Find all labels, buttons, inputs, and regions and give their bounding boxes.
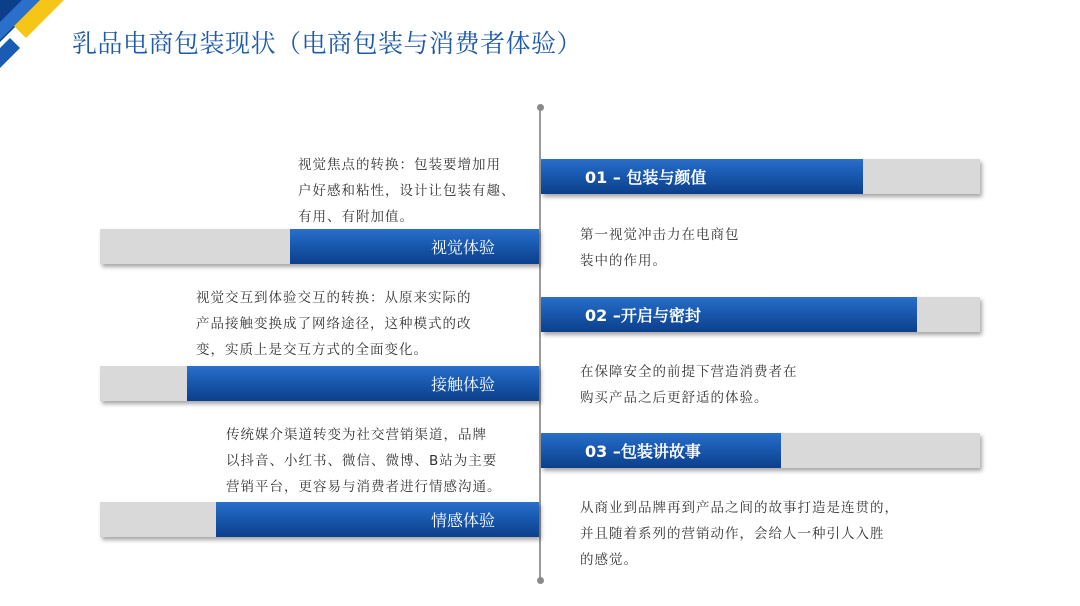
packaging-appearance-label: 01 – 包装与颜值 xyxy=(541,159,863,194)
page-title: 乳品电商包装现状（电商包装与消费者体验） xyxy=(72,29,583,58)
opening-sealing-label: 02 –开启与密封 xyxy=(541,297,917,332)
timeline-top-dot xyxy=(537,104,544,111)
packaging-story-note: 从商业到品牌再到产品之间的故事打造是连贯的， 并且随着系列的营销动作，会给人一种引人入胜 的感觉。 xyxy=(580,500,899,568)
emotional-experience-bar xyxy=(100,502,539,537)
contact-experience-label: 接触体验 xyxy=(187,366,539,401)
visual-experience-note: 视觉焦点的转换：包装要增加用 户好感和粘性，设计让包装有趣、 有用、有附加值。 xyxy=(298,157,516,225)
contact-experience-bar xyxy=(100,366,539,401)
opening-sealing-bar xyxy=(541,297,980,332)
packaging-appearance-note: 第一视觉冲击力在电商包 装中的作用。 xyxy=(580,227,740,269)
packaging-story-bar xyxy=(541,433,980,468)
emotional-experience-note: 传统媒介渠道转变为社交营销渠道，品牌 以抖音、小红书、微信、微博、B站为主要 营销平台，更容易与消费者进行情感沟通。 xyxy=(226,427,502,495)
opening-sealing-note: 在保障安全的前提下营造消费者在 购买产品之后更舒适的体验。 xyxy=(580,364,798,406)
emotional-experience-label: 情感体验 xyxy=(216,502,539,537)
packaging-story-label: 03 –包装讲故事 xyxy=(541,433,781,468)
visual-experience-bar xyxy=(100,229,539,264)
contact-experience-note: 视觉交互到体验交互的转换：从原来实际的 产品接触变换成了网络途径，这种模式的改 变，实质上是交互方式的全面变化。 xyxy=(196,290,472,358)
packaging-appearance-bar xyxy=(541,159,980,194)
visual-experience-label: 视觉体验 xyxy=(290,229,539,264)
timeline-bottom-dot xyxy=(537,577,544,584)
corner-decoration xyxy=(0,0,80,80)
